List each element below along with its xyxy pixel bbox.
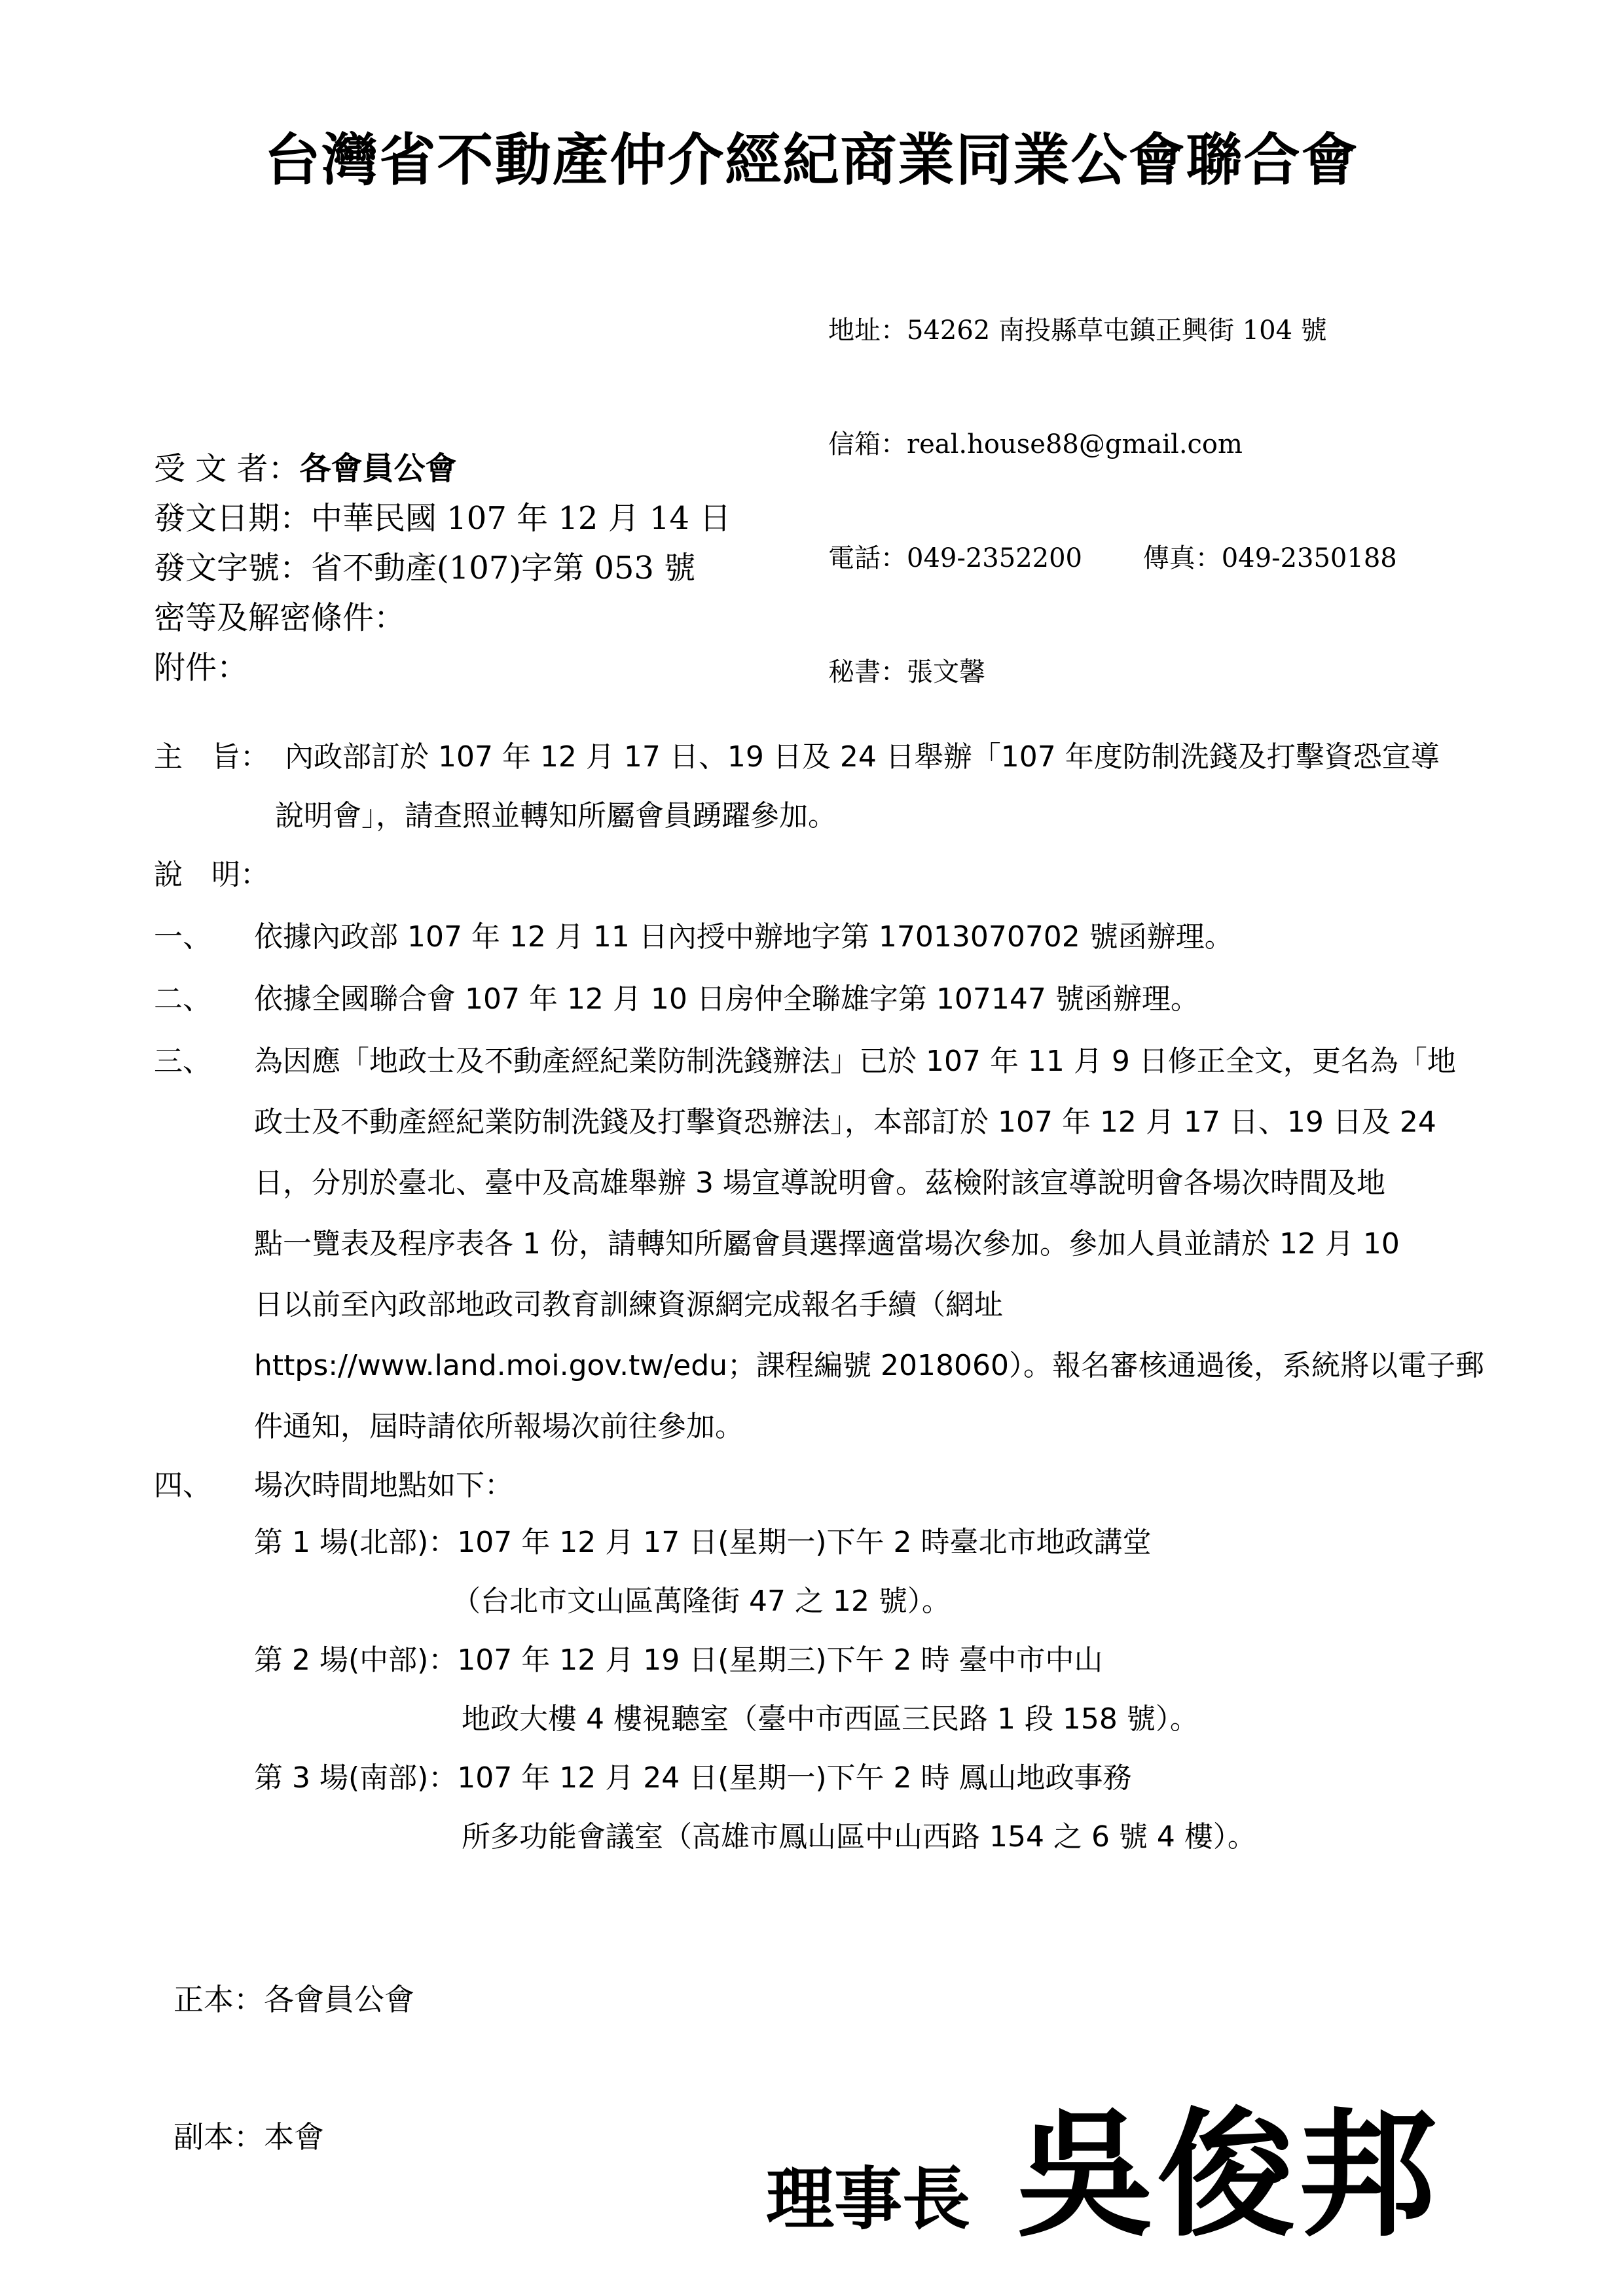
item-number-4: 四、 xyxy=(154,1469,211,1502)
session-3-line-1: 第 3 場(南部)：107 年 12 月 24 日(星期一)下午 2 時 鳳山地政事務 xyxy=(254,1761,1132,1795)
recipient-value: 各會員公會 xyxy=(299,450,457,487)
explanation-label: 說 明： xyxy=(154,858,269,891)
item-3-line-2: 政士及不動產經紀業防制洗錢及打擊資恐辦法」，本部訂於 107 年 12 月 17 日、19 日及 24 xyxy=(254,1105,1436,1139)
item-number-2: 二、 xyxy=(154,982,211,1016)
item-1-line-1: 依據內政部 107 年 12 月 11 日內授中辦地字第 17013070702 號函辦理。 xyxy=(254,920,1233,954)
item-3-line-7: 件通知，屆時請依所報場次前往參加。 xyxy=(254,1410,744,1443)
document-meta xyxy=(154,444,731,692)
signature-role: 理事長 xyxy=(766,2159,971,2239)
contact-phone-fax: 電話：049-2352200 傳真：049-2350188 xyxy=(828,543,1397,573)
distribution-block xyxy=(173,1885,414,2251)
attachment: 附件： xyxy=(154,649,249,686)
organization-title: 台灣省不動產仲介經紀商業同業公會聯合會 xyxy=(264,128,1359,193)
contact-secretary: 秘書：張文馨 xyxy=(828,657,985,687)
signature-name: 吳俊邦 xyxy=(1016,2095,1441,2255)
item-3-line-1: 為因應「地政士及不動產經紀業防制洗錢辦法」已於 107 年 11 月 9 日修正全文，更名為「地 xyxy=(254,1045,1456,1078)
session-2-line-1: 第 2 場(中部)：107 年 12 月 19 日(星期三)下午 2 時 臺中市中山 xyxy=(254,1643,1103,1677)
item-3-line-5: 日以前至內政部地政司教育訓練資源網完成報名手續（網址 xyxy=(254,1288,1003,1321)
document-number: 發文字號：省不動產(107)字第 053 號 xyxy=(154,550,696,586)
issue-date: 發文日期：中華民國 107 年 12 月 14 日 xyxy=(154,500,731,537)
item-2-line-1: 依據全國聯合會 107 年 12 月 10 日房仲全聯雄字第 107147 號函辦理。 xyxy=(254,982,1199,1016)
contact-block xyxy=(828,236,1397,767)
subject-label: 主 旨： xyxy=(154,740,269,774)
copy-recipient: 副本：本會 xyxy=(173,2119,324,2155)
session-1-line-1: 第 1 場(北部)：107 年 12 月 17 日(星期一)下午 2 時臺北市地政講堂 xyxy=(254,1526,1152,1559)
session-1-line-2: （台北市文山區萬隆街 47 之 12 號）。 xyxy=(452,1585,951,1618)
item-3-line-4: 點一覽表及程序表各 1 份，請轉知所屬會員選擇適當場次參加。參加人員並請於 12 月 10 xyxy=(254,1227,1400,1261)
classification: 密等及解密條件： xyxy=(154,600,406,636)
item-number-1: 一、 xyxy=(154,920,211,954)
item-3-line-3: 日，分別於臺北、臺中及高雄舉辦 3 場宣導說明會。茲檢附該宣導說明會各場次時間及地 xyxy=(254,1166,1385,1200)
recipient-row xyxy=(154,444,731,493)
contact-address: 地址：54262 南投縣草屯鎮正興街 104 號 xyxy=(828,315,1327,346)
recipient-label: 受 文 者： xyxy=(154,450,300,487)
session-3-line-2: 所多功能會議室（高雄市鳳山區中山西路 154 之 6 號 4 樓）。 xyxy=(462,1820,1256,1854)
item-4-line-1: 場次時間地點如下： xyxy=(254,1469,513,1502)
signature-block xyxy=(766,2065,1440,2263)
contact-email: 信箱：real.house88@gmail.com xyxy=(828,429,1243,459)
subject-line-2: 說明會」，請查照並轉知所屬會員踴躍參加。 xyxy=(275,799,837,833)
subject-line-1: 內政部訂於 107 年 12 月 17 日、19 日及 24 日舉辦「107 年度防制洗錢及打擊資恐宣導 xyxy=(285,740,1440,774)
session-2-line-2: 地政大樓 4 樓視聽室（臺中市西區三民路 1 段 158 號）。 xyxy=(462,1702,1199,1736)
item-number-3: 三、 xyxy=(154,1045,211,1078)
item-3-line-6: https://www.land.moi.gov.tw/edu；課程編號 2018060）。報名審核通過後，系統將以電子郵 xyxy=(254,1349,1484,1382)
original-recipient: 正本：各會員公會 xyxy=(173,1982,414,2017)
